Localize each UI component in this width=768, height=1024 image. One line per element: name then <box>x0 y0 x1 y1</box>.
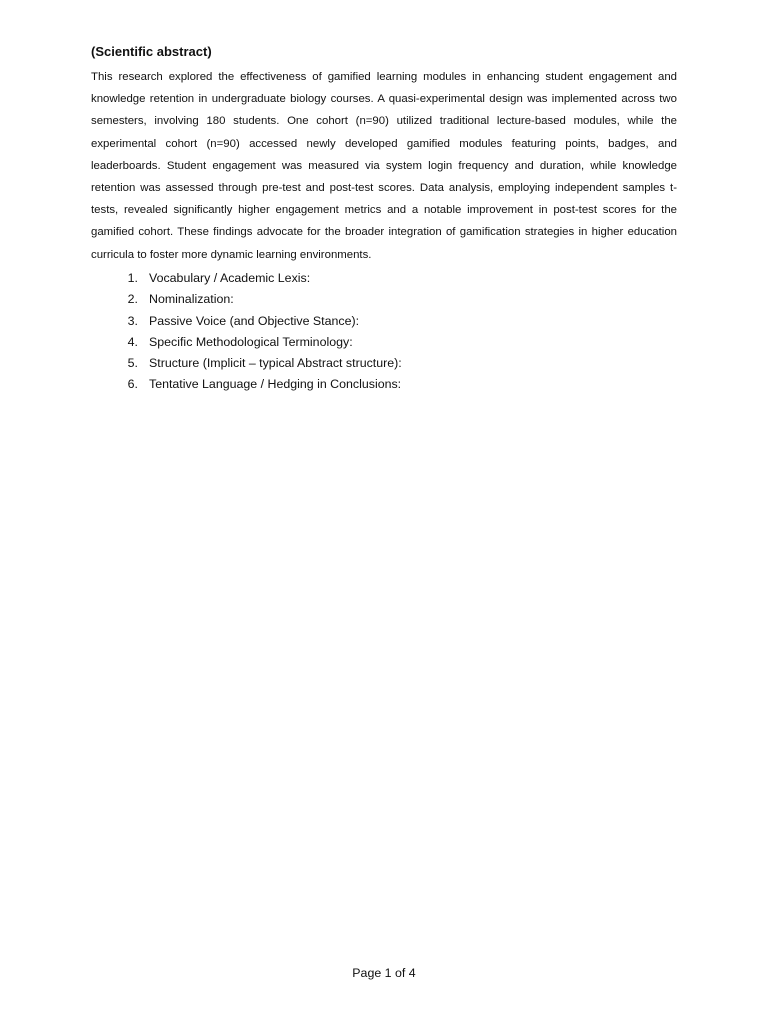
list-item <box>91 268 677 289</box>
list-item <box>91 289 677 310</box>
section-heading: (Scientific abstract) <box>91 44 212 59</box>
list-item <box>91 374 677 395</box>
list-item-text: Tentative Language / Hedging in Conclusions: <box>149 377 402 392</box>
list-item <box>91 332 677 353</box>
list-item-number: 5. <box>127 356 138 371</box>
list-item-number: 4. <box>127 334 138 349</box>
list-item <box>91 311 677 332</box>
list-item-text: Vocabulary / Academic Lexis: <box>149 271 311 285</box>
list-item-text: Structure (Implicit – typical Abstract structure): <box>149 356 402 371</box>
list-item <box>91 353 677 374</box>
page-footer: Page 1 of 4 <box>352 966 416 980</box>
list-item-number: 6. <box>127 377 138 392</box>
list-item-text: Passive Voice (and Objective Stance): <box>149 313 360 328</box>
list-item-text: Specific Methodological Terminology: <box>149 334 353 349</box>
abstract-paragraph: This research explored the effectiveness of gamified learning modules in enhancing student engagement and knowledge retention in undergraduate biology courses. A quasi-experimental design was implemented across two semesters, involving 180 students. One cohort (n=90) utilized traditional lecture-based modules, while the experimental cohort (n=90) accessed newly developed gamified modules featuring points, badges, and leaderboards. Student engagement was measured via system login frequency and duration, while knowledge retention was assessed through pre-test and post-test scores. Data analysis, employing independent samples t-tests, revealed significantly higher engagement metrics and a notable improvement in post-test scores for the gamified cohort. These findings advocate for the broader integration of gamification strategies in higher education curricula to foster more dynamic learning environments. <box>91 71 677 261</box>
feature-list <box>91 268 677 396</box>
list-item-number: 2. <box>127 292 138 307</box>
list-item-number: 3. <box>127 313 138 328</box>
list-item-text: Nominalization: <box>149 292 234 307</box>
list-item-number: 1. <box>127 271 138 285</box>
